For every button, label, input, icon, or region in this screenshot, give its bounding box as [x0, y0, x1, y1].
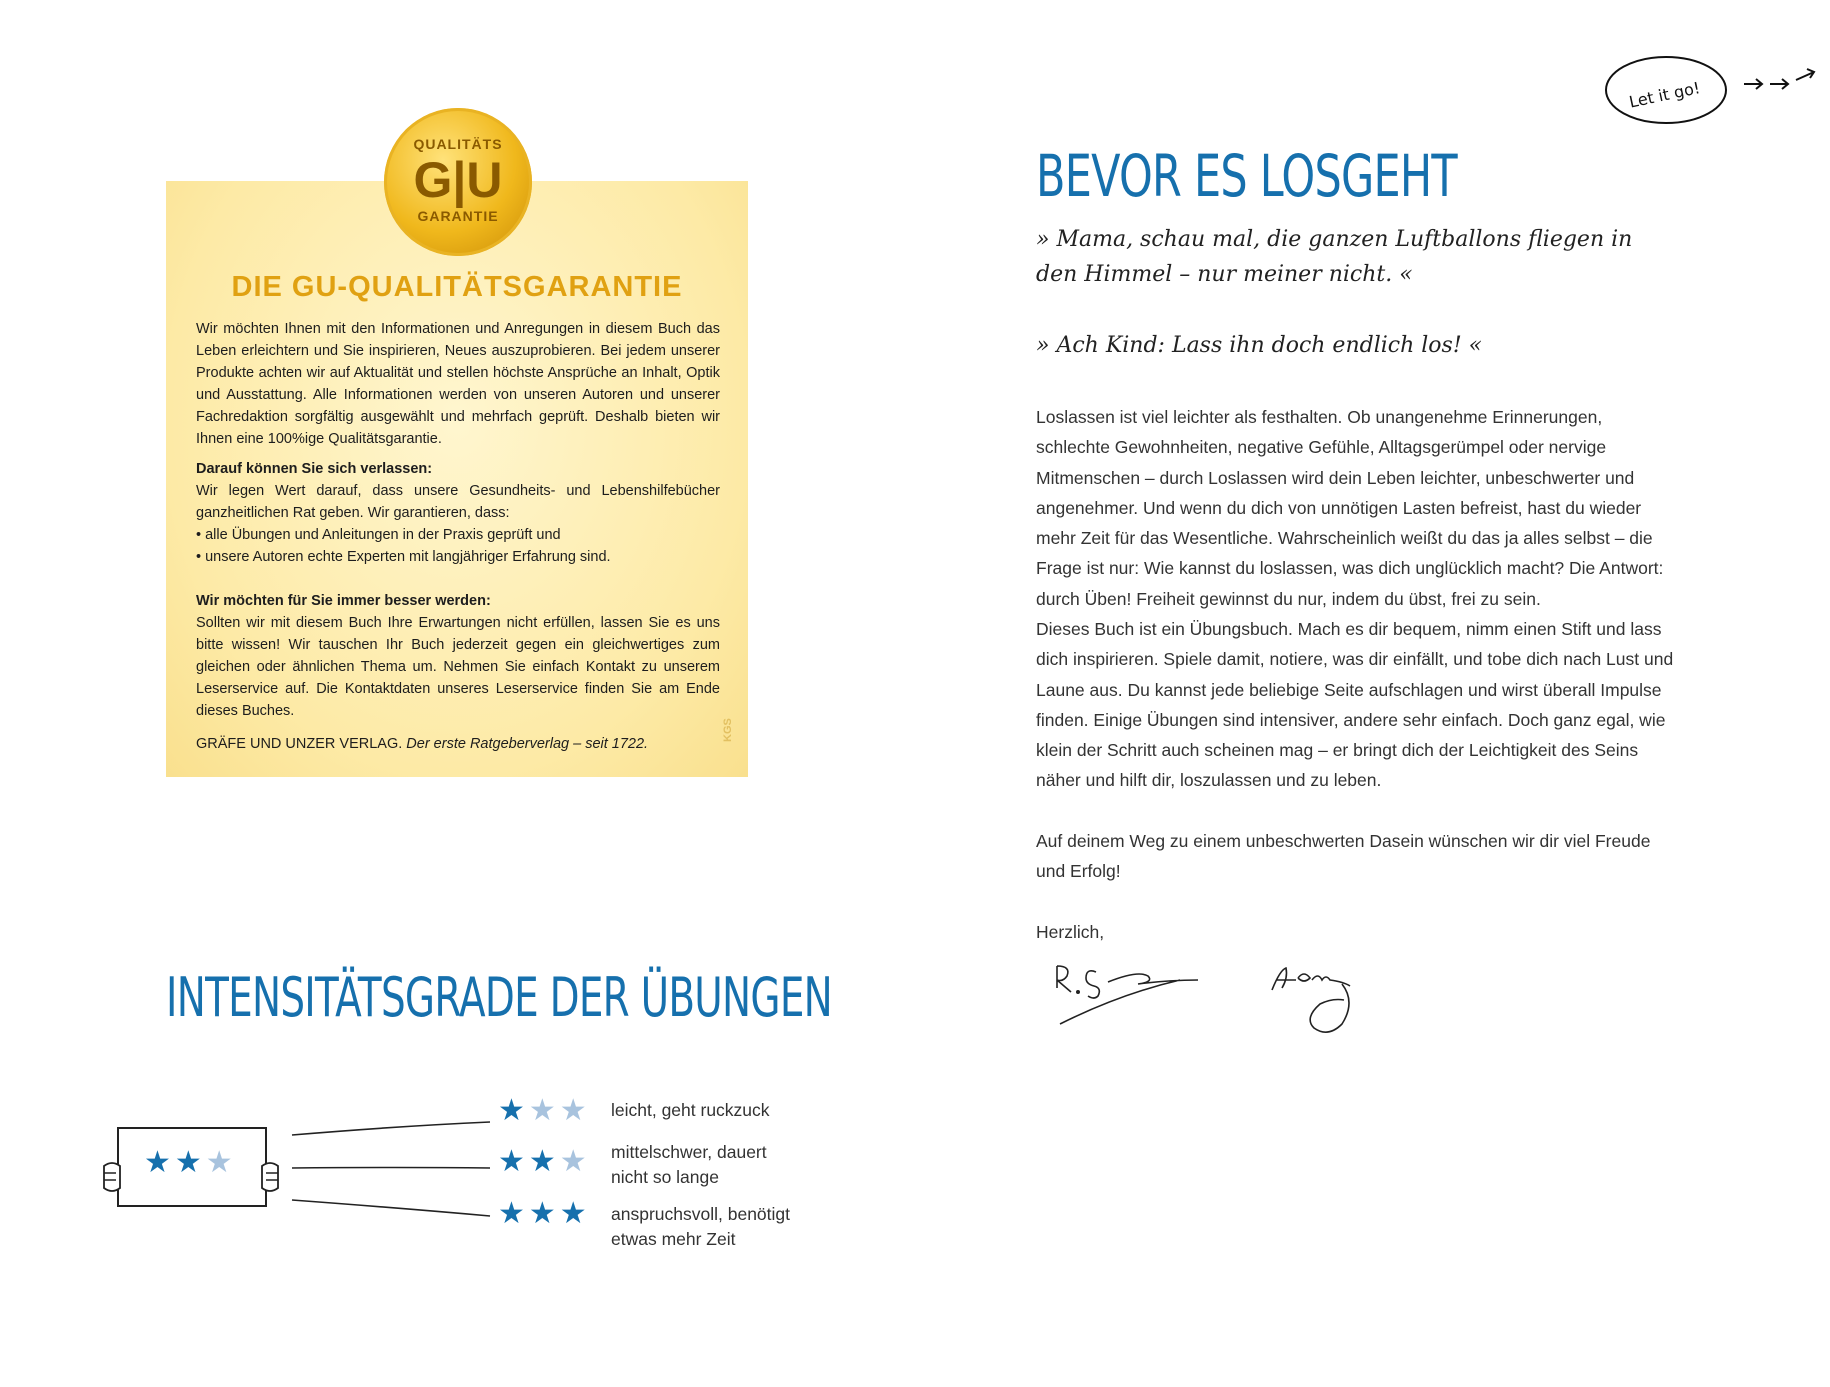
guarantee-heading-3: Wir möchten für Sie immer besser werden: [196, 593, 491, 609]
legend-label-medium: mittelschwer, dauert nicht so lange [611, 1142, 767, 1187]
publisher-name: GRÄFE UND UNZER VERLAG. [196, 736, 403, 752]
seal-top-text: QUALITÄTS [413, 136, 503, 152]
sign-star-on-icon: ★★ [144, 1146, 206, 1179]
author-signatures [1052, 950, 1412, 1050]
sign-stars [144, 1148, 237, 1178]
guarantee-title: DIE GU-QUALITÄTSGARANTIE [231, 271, 683, 303]
intensity-title: INTENSITÄTSGRADE DER ÜBUNGEN [166, 966, 833, 1029]
publisher-tagline: Der erste Ratgeberverlag – seit 1722. [406, 736, 649, 752]
signature-2 [1272, 968, 1350, 1032]
let-it-go-text: Let it go! [1627, 78, 1702, 112]
guarantee-bullet-2: • unsere Autoren echte Experten mit langjähriger Erfahrung sind. [196, 549, 611, 565]
body-paragraph-2: Dieses Buch ist ein Übungsbuch. Mach es dir bequem, nimm einen Stift und lass dich inspirieren. Spiele damit, notiere, was dir einfällt, und tobe dich nach Lust und Laune aus. Du kannst jede beliebige Seite aufschlagen und wirst überall Impulse finden. Einige Übungen sind intensiver, andere sehr einfach. Doch ganz egal, wie klein der Schritt auch scheinen mag – er bringt dich der Leichtigkeit des Seins näher und hilft dir, loszulassen und zu leben. [1036, 619, 1674, 791]
guarantee-paragraph-3: Sollten wir mit diesem Buch Ihre Erwartungen nicht erfüllen, lassen Sie es uns bitte wissen! Wir tauschen Ihr Buch jederzeit gegen ein gleichwertiges zum gleichen oder ähnlichen Thema um. Nehmen Sie einfach Kontakt zu unserem Leserservice auf. Die Kontaktdaten unseres Leserservice finden Sie am Ende dieses Buches. [196, 615, 720, 719]
legend-stars-3 [498, 1199, 591, 1229]
seal-bottom-text: GARANTIE [417, 208, 499, 224]
seal-logo-text: G|U [413, 152, 503, 208]
page-title: BEVOR ES LOSGEHT [1036, 142, 1457, 210]
quote-child: » Mama, schau mal, die ganzen Luftballons fliegen in den Himmel – nur meiner nicht. « [1036, 227, 1633, 287]
star-filled-icon: ★★★ [498, 1197, 591, 1230]
signature-1 [1057, 966, 1198, 1024]
body-paragraph-1: Loslassen ist viel leichter als festhalten. Ob unangenehme Erinnerungen, schlechte Gewohnheiten, negative Gefühle, Alltagsgerümpel oder nervige Mitmenschen – durch Loslassen wird dein Leben leichter, unbeschwerter und angenehmer. Und wenn du dich von unnötigen Lasten befreist, hast du wieder mehr Zeit für das Wesentliche. Wahrscheinlich weißt du das ja alles selbst – die Frage ist nur: Wie kannst du loslassen, was dich unglücklich macht? Die Antwort: durch Üben! Freiheit gewinnst du nur, indem du übst, frei zu sein. [1036, 407, 1664, 609]
guarantee-bullet-1: • alle Übungen und Anleitungen in der Praxis geprüft und [196, 527, 561, 543]
guarantee-section-2 [196, 458, 720, 568]
legend-stars-1 [498, 1096, 591, 1126]
guarantee-section-3 [196, 590, 720, 722]
gu-quality-seal-logo [384, 108, 532, 256]
star-filled-icon: ★★ [498, 1145, 560, 1178]
guarantee-heading-2: Darauf können Sie sich verlassen: [196, 461, 433, 477]
sign-star-off-icon: ★ [205, 1146, 237, 1179]
guarantee-paragraph-1: Wir möchten Ihnen mit den Informationen und Anregungen in diesem Buch das Leben erleichtern und Sie inspirieren, Neues auszuprobieren. Bei jedem unserer Produkte achten wir auf Aktualität und stellen höchste Ansprüche an Inhalt, Optik und Ausstattung. Alle Informationen werden von unseren Autoren und unserer Fachredaktion sorgfältig ausgewählt und mehrfach geprüft. Deshalb bieten wir Ihnen eine 100%ige Qualitätsgarantie. [196, 321, 720, 447]
legend-label-easy: leicht, geht ruckzuck [611, 1100, 770, 1120]
body-paragraph-3: Auf deinem Weg zu einem unbeschwerten Dasein wünschen wir dir viel Freude und Erfolg! [1036, 831, 1651, 882]
star-empty-icon: ★★ [528, 1094, 591, 1127]
publisher-line [196, 733, 720, 755]
star-filled-icon: ★ [498, 1094, 529, 1127]
star-empty-icon: ★ [559, 1145, 591, 1178]
closing-greeting: Herzlich, [1036, 922, 1105, 942]
kgs-vertical-tag: KGS [722, 718, 734, 742]
legend-stars-2 [498, 1147, 591, 1177]
guarantee-paragraph-2: Wir legen Wert darauf, dass unsere Gesundheits- und Lebenshilfebücher ganzheitlichen Rat geben. Wir garantieren, dass: [196, 483, 720, 521]
legend-label-hard: anspruchsvoll, benötigt etwas mehr Zeit [611, 1204, 790, 1249]
quote-parent: » Ach Kind: Lass ihn doch endlich los! « [1036, 333, 1483, 358]
let-it-go-badge [1602, 52, 1827, 132]
